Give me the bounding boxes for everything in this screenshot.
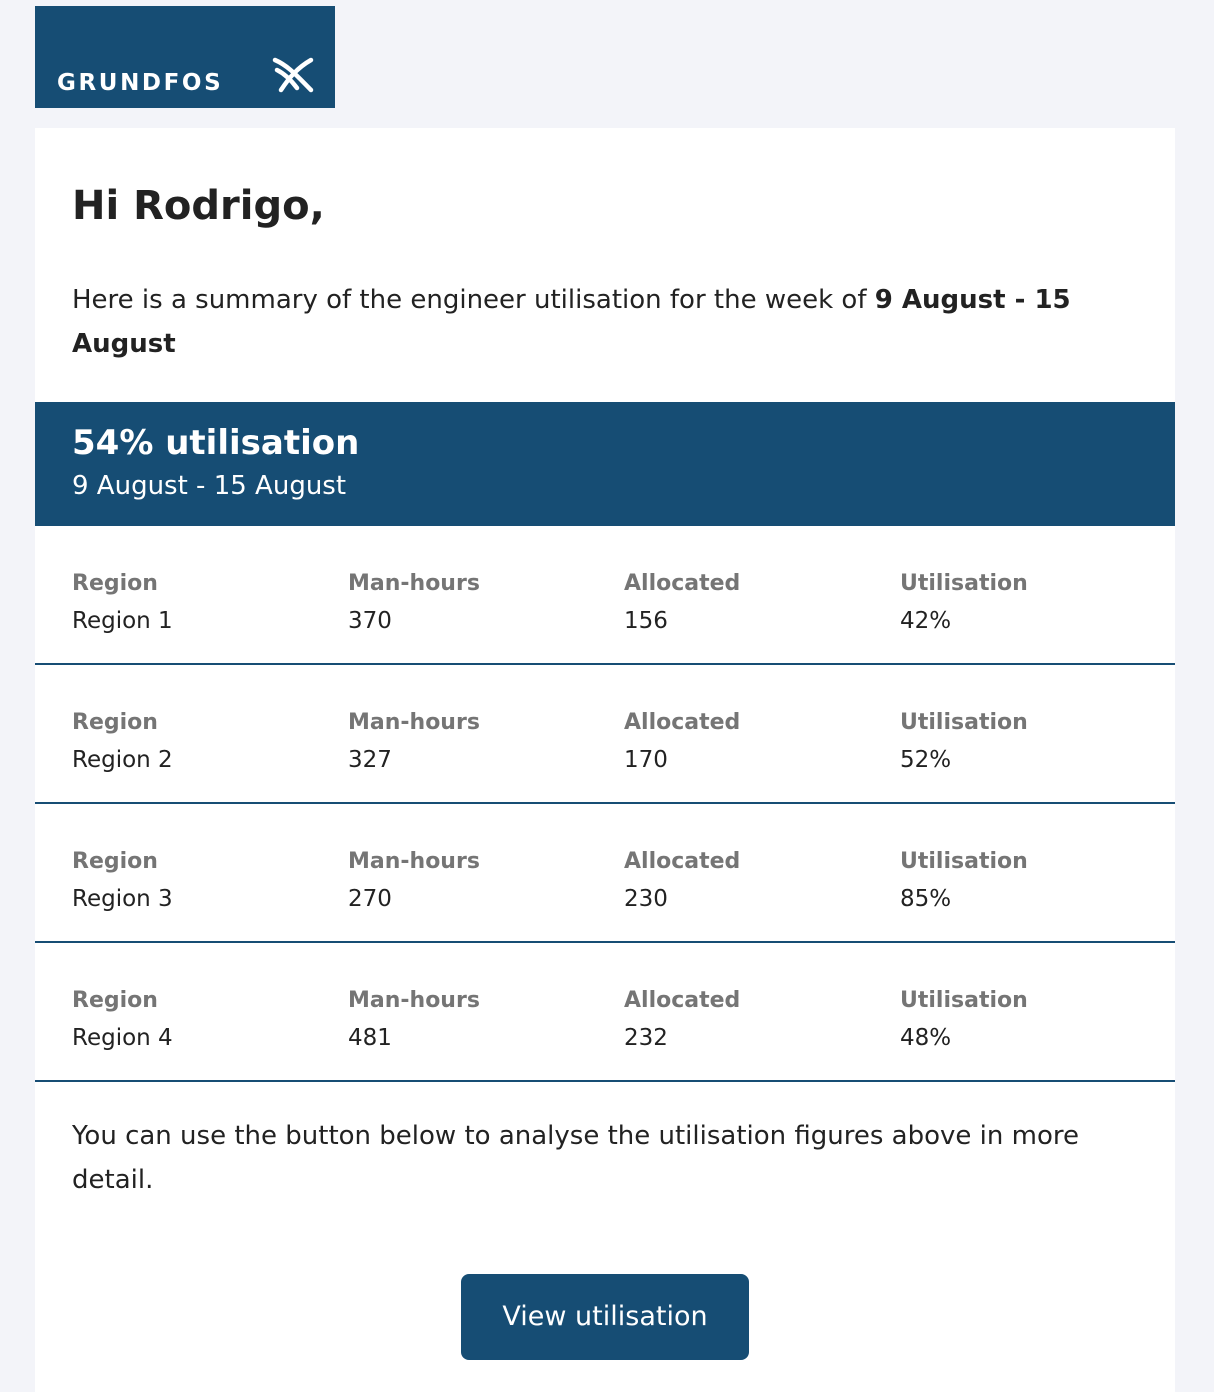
region-cell (72, 848, 332, 916)
allocated-value: 170 (624, 747, 668, 773)
allocated-value: 156 (624, 608, 668, 634)
summary-period: 9 August - 15 August (72, 471, 347, 501)
outro-paragraph: You can use the button below to analyse the utilisation figures above in more detail. (72, 1121, 1079, 1195)
man-hours-value: 270 (348, 886, 392, 912)
utilisation-value: 42% (900, 608, 952, 634)
allocated-cell (624, 987, 884, 1055)
grundfos-logo (35, 6, 335, 108)
region-value: Region 4 (72, 1025, 173, 1051)
man-hours-label: Man-hours (348, 571, 480, 596)
region-label: Region (72, 571, 158, 596)
utilisation-label: Utilisation (900, 571, 1028, 596)
man-hours-cell (348, 570, 608, 638)
region-cell (72, 709, 332, 777)
allocated-cell (624, 709, 884, 777)
region-cell (72, 570, 332, 638)
table-row (35, 526, 1175, 665)
intro-paragraph (72, 278, 1132, 366)
region-label: Region (72, 849, 158, 874)
allocated-label: Allocated (624, 571, 741, 596)
allocated-cell (624, 570, 884, 638)
allocated-cell (624, 848, 884, 916)
allocated-value: 232 (624, 1025, 668, 1051)
utilisation-cell (900, 570, 1160, 638)
region-label: Region (72, 988, 158, 1013)
utilisation-value: 48% (900, 1025, 952, 1051)
man-hours-cell (348, 848, 608, 916)
man-hours-value: 327 (348, 747, 392, 773)
brand-wordmark: GRUNDFOS (57, 70, 224, 96)
region-cell (72, 987, 332, 1055)
utilisation-value: 85% (900, 886, 952, 912)
utilisation-label: Utilisation (900, 988, 1028, 1013)
region-label: Region (72, 710, 158, 735)
intro-text: Here is a summary of the engineer utilisation for the week of (72, 285, 875, 315)
man-hours-cell (348, 709, 608, 777)
utilisation-cell (900, 987, 1160, 1055)
intro-period: 9 August - 15 August (72, 285, 1071, 359)
summary-headline: 54% utilisation (72, 423, 360, 463)
greeting-heading: Hi Rodrigo, (72, 183, 325, 229)
utilisation-value: 52% (900, 747, 952, 773)
man-hours-value: 370 (348, 608, 392, 634)
man-hours-label: Man-hours (348, 710, 480, 735)
utilisation-summary-banner (35, 402, 1175, 526)
man-hours-value: 481 (348, 1025, 392, 1051)
grundfos-x-icon (275, 60, 311, 90)
table-row (35, 943, 1175, 1082)
allocated-value: 230 (624, 886, 668, 912)
utilisation-label: Utilisation (900, 710, 1028, 735)
email-card (35, 128, 1175, 1392)
allocated-label: Allocated (624, 988, 741, 1013)
view-utilisation-button[interactable]: View utilisation (461, 1274, 749, 1360)
man-hours-label: Man-hours (348, 849, 480, 874)
table-row (35, 804, 1175, 943)
man-hours-cell (348, 987, 608, 1055)
region-value: Region 2 (72, 747, 173, 773)
allocated-label: Allocated (624, 710, 741, 735)
man-hours-label: Man-hours (348, 988, 480, 1013)
region-value: Region 3 (72, 886, 173, 912)
table-row (35, 665, 1175, 804)
utilisation-label: Utilisation (900, 849, 1028, 874)
utilisation-cell (900, 848, 1160, 916)
utilisation-cell (900, 709, 1160, 777)
region-table (35, 526, 1175, 1082)
allocated-label: Allocated (624, 849, 741, 874)
brand-header (35, 6, 335, 108)
region-value: Region 1 (72, 608, 173, 634)
